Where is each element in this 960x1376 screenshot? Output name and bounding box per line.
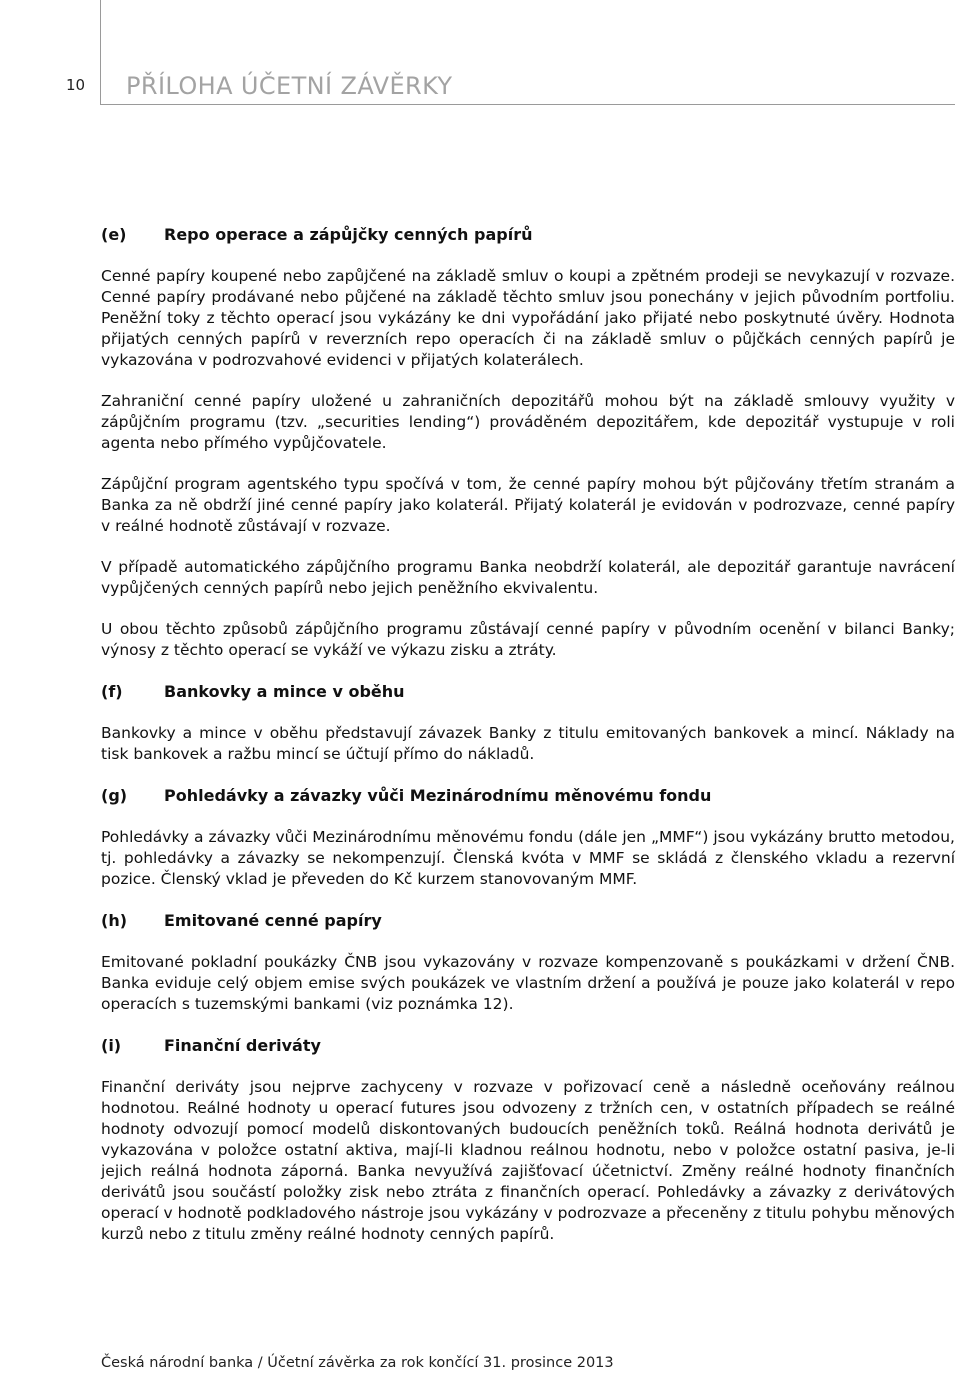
section-title: Pohledávky a závazky vůči Mezinárodnímu měnovému fondu	[164, 786, 712, 805]
paragraph: Emitované pokladní poukázky ČNB jsou vykazovány v rozvaze kompenzovaně s poukázkami v držení ČNB. Banka eviduje celý objem emise svých poukázek ve vlastním držení a používá je pouze jako kolaterál v repo operacích s tuzemskými bankami (viz poznámka 12).	[101, 953, 955, 1013]
section-label: (g)	[101, 786, 128, 805]
document-body	[101, 224, 955, 1265]
paragraph: Finanční deriváty jsou nejprve zachyceny v rozvaze v pořizovací ceně a následně oceňovány reálnou hodnotou. Reálné hodnoty u operací futures jsou odvozeny z tržních cen, v ostatních případech se reálné hodnoty odvozují pomocí modelů diskontovaných budoucích peněžních toků. Reálná hodnota derivátů je vykazována v položce ostatní aktiva, mají-li kladnou reálnou hodnotu, nebo v položce ostatní pasiva, je-li jejich reálná hodnota záporná. Banka nevyužívá zajišťovací účetnictví. Změny reálné hodnoty finančních derivátů jsou součástí položky zisk nebo ztráta z finančních operací. Pohledávky a závazky z derivátových operací v hodnotě podkladového nástroje jsou vykázány v podrozvaze a přeceněny z titulu pohybu měnových kurzů nebo z titulu změny reálné hodnoty cenných papírů.	[101, 1078, 955, 1243]
section-heading	[101, 1035, 955, 1057]
paragraph: Zápůjční program agentského typu spočívá v tom, že cenné papíry mohou být půjčovány třetím stranám a Banka za ně obdrží jiné cenné papíry jako kolaterál. Přijatý kolaterál je evidován v podrozvaze, cenné papíry v reálné hodnotě zůstávají v rozvaze.	[101, 475, 955, 535]
header-horizontal-rule	[100, 104, 955, 105]
section-label: (e)	[101, 225, 127, 244]
paragraph: Pohledávky a závazky vůči Mezinárodnímu měnovému fondu (dále jen „MMF“) jsou vykázány brutto metodou, tj. pohledávky a závazky se nekompenzují. Členská kvóta v MMF se skládá z členského vkladu a rezervní pozice. Členský vklad je převeden do Kč kurzem stanovovaným MMF.	[101, 828, 955, 888]
section-title: Repo operace a zápůjčky cenných papírů	[164, 225, 533, 244]
section-title: Finanční deriváty	[164, 1036, 321, 1055]
page-footer: Česká národní banka / Účetní závěrka za rok končící 31. prosince 2013	[101, 1355, 614, 1371]
paragraph: Cenné papíry koupené nebo zapůjčené na základě smluv o koupi a zpětném prodeji se nevykazují v rozvaze. Cenné papíry prodávané nebo půjčené na základě těchto smluv jsou ponechány v jejich původním portfoliu. Peněžní toky z těchto operací jsou vykázány ke dni vypořádání jako přijaté nebo poskytnuté úvěry. Hodnota přijatých cenných papírů v reverzních repo operacích či na základě smluv o půjčkách cenných papírů je vykazována v podrozvahové evidenci v přijatých kolaterálech.	[101, 267, 955, 369]
paragraph: U obou těchto způsobů zápůjčního programu zůstávají cenné papíry v původním ocenění v bilanci Banky; výnosy z těchto operací se vykáží ve výkazu zisku a ztráty.	[101, 620, 955, 659]
section-title: Emitované cenné papíry	[164, 911, 382, 930]
section-heading	[101, 681, 955, 703]
section-title: Bankovky a mince v oběhu	[164, 682, 405, 701]
section-heading	[101, 224, 955, 246]
paragraph: V případě automatického zápůjčního programu Banka neobdrží kolaterál, ale depozitář garantuje navrácení vypůjčených cenných papírů nebo jejich peněžního ekvivalentu.	[101, 558, 955, 597]
header-vertical-rule	[100, 0, 101, 104]
paragraph: Zahraniční cenné papíry uložené u zahraničních depozitářů mohou být na základě smlouvy využity v zápůjčním programu (tzv. „securities lending“) prováděném depozitářem, kde depozitář vystupuje v roli agenta nebo přímého vypůjčovatele.	[101, 392, 955, 452]
section-label: (h)	[101, 911, 128, 930]
paragraph: Bankovky a mince v oběhu představují závazek Banky z titulu emitovaných bankovek a mincí. Náklady na tisk bankovek a ražbu mincí se účtují přímo do nákladů.	[101, 724, 955, 763]
section-heading	[101, 910, 955, 932]
page-header-title: PŘÍLOHA ÚČETNÍ ZÁVĚRKY	[126, 72, 453, 100]
section-label: (i)	[101, 1036, 122, 1055]
section-heading	[101, 785, 955, 807]
section-label: (f)	[101, 682, 123, 701]
page-number: 10	[66, 76, 86, 94]
